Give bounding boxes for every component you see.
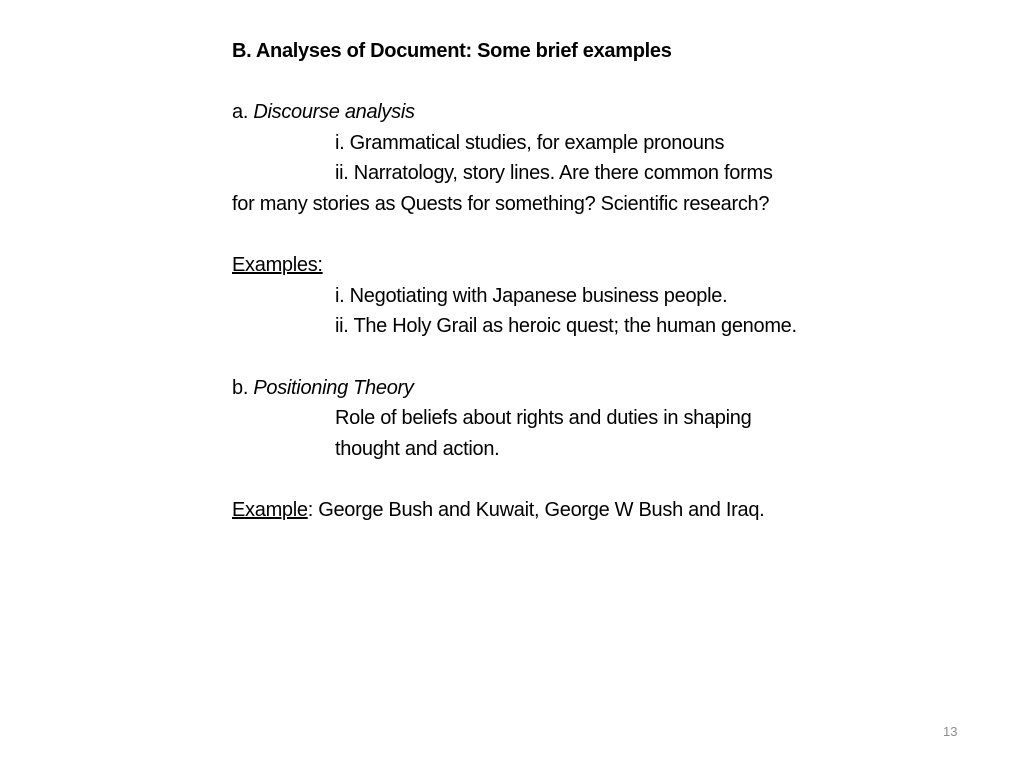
- blank-line: [232, 464, 952, 495]
- examples-label: Examples:: [232, 254, 323, 277]
- blank-line: [232, 342, 952, 373]
- blank-line: [232, 67, 952, 98]
- section-a-item-1: i. Grammatical studies, for example pronouns: [335, 131, 725, 154]
- section-b-heading: [232, 373, 952, 404]
- examples-heading: [232, 250, 952, 281]
- section-b-line-1: Role of beliefs about rights and duties in shaping: [335, 407, 752, 430]
- example-text: : George Bush and Kuwait, George W Bush and Iraq.: [307, 498, 765, 521]
- slide-heading: B. Analyses of Document: Some brief examples: [232, 40, 672, 62]
- blank-line: [232, 220, 952, 251]
- example-line: [232, 495, 952, 526]
- section-b-title: Positioning Theory: [253, 376, 414, 399]
- examples-item-1: i. Negotiating with Japanese business people.: [335, 284, 728, 307]
- section-a-item-2: ii. Narratology, story lines. Are there common forms: [335, 162, 773, 185]
- section-b-prefix: b.: [232, 376, 254, 399]
- slide-body: [232, 36, 952, 526]
- example-label: Example: [232, 498, 308, 521]
- section-a-heading: [232, 97, 952, 128]
- examples-item-2: ii. The Holy Grail as heroic quest; the human genome.: [335, 315, 797, 338]
- section-a-title: Discourse analysis: [253, 101, 415, 124]
- section-a-prefix: a.: [232, 101, 254, 124]
- section-a-continuation: for many stories as Quests for something? Scientific research?: [232, 192, 770, 215]
- page-number: 13: [943, 724, 958, 739]
- section-b-line-2: thought and action.: [335, 437, 500, 460]
